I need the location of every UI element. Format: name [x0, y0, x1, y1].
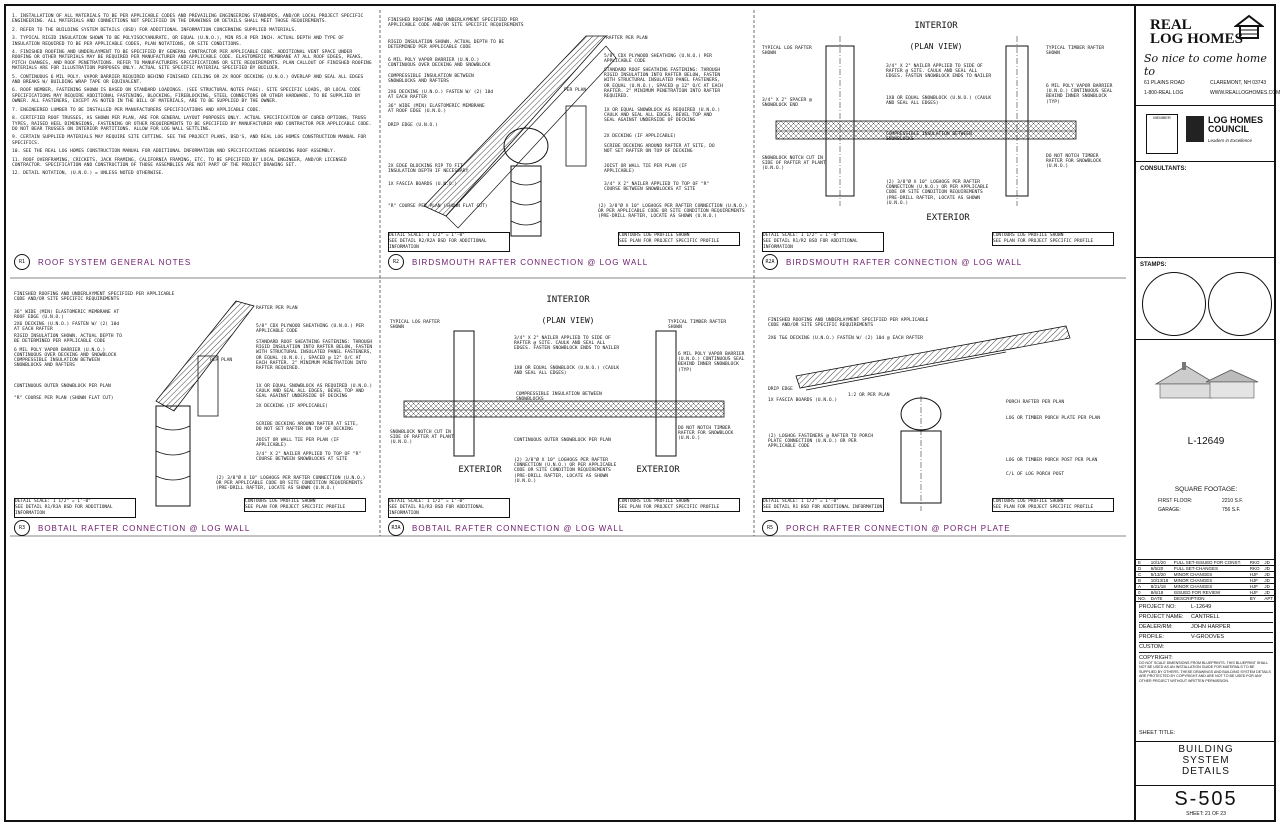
contours-note-line: CONTOURS LOG PROFILE SHOWN [245, 499, 316, 504]
r3-callout: CONTINUOUS OUTER SNOWBLOCK PER PLAN [14, 384, 111, 389]
r2a-callout: 3/4" X 2" NAILER APPLIED TO SIDE OF RAFTER @ SITE. CAULK AND SEAL ALL EDGES. FASTEN SNOWBLOCK ENDS TO NAILER [886, 64, 992, 80]
revision-row [1136, 566, 1276, 572]
detail-title: BOBTAIL RAFTER CONNECTION @ LOG WALL [412, 523, 625, 533]
contours-note-line: SEE PLAN FOR PROJECT SPECIFIC PROFILE [619, 505, 720, 510]
contours-note-line: SEE PLAN FOR PROJECT SPECIFIC PROFILE [993, 239, 1094, 244]
project-info-label: DEALER/RM: [1139, 624, 1173, 630]
rev-cell-by: HJF [1248, 578, 1263, 584]
scale-note-line: SEE DETAIL R1/R2 BSD FOR ADDITIONAL INFORMATION [763, 239, 858, 250]
plan-box [1136, 340, 1276, 560]
r5-callout: 1X FASCIA BOARDS (U.N.O.) [768, 398, 838, 403]
rev-cell-apt: JD [1262, 584, 1276, 590]
scale-note-line: DETAIL SCALE: 1 1/2" = 1'-0" [389, 233, 465, 238]
r3a-callout: TYPICAL LOG RAFTER SHOWN [390, 320, 440, 331]
r3a-callout: (2) 3/8"Ø X 10" LOGHOGS PER RAFTER CONNECTION (U.N.O.) OR PER APPLICABLE CODE OR SITE CONDITION REQUIREMENTS (PRE-DRILL RAFTER, LOCATE AS SHOWN (U.N.O.) [514, 458, 617, 484]
r3a-callout: CONTINUOUS OUTER SNOWBLOCK PER PLAN [514, 438, 611, 443]
stamps-box [1136, 258, 1276, 340]
general-note-item: 8. CERTIFIED ROOF TRUSSES, AS SHOWN PER PLAN, ARE FOR GENERAL LAYOUT PURPOSES ONLY. ACTUAL SPECIFICATION OF CURED OPTIONS, TRUSS TYPES, RAISED HEEL DIMENSIONS, FASTENING OR OTHER REQUIREMENTS TO BE SPECIFIED BY MANUFACTURER AND CONTRACTOR PER APPLICABLE CODE. DO NOT BEAR TRUSSES ON INTERIOR PARTITIONS. ALLOW FOR LOG WALL SETTLING. [12, 116, 372, 132]
rev-cell-desc: MINOR CHANGES [1172, 572, 1248, 578]
detail-title-row [762, 254, 1022, 270]
rev-cell-apt: APT [1262, 596, 1276, 602]
garage-label: GARAGE: [1158, 507, 1181, 513]
detail-title: BOBTAIL RAFTER CONNECTION @ LOG WALL [38, 523, 251, 533]
revision-row [1136, 578, 1276, 584]
rev-cell-by: HJF [1248, 584, 1263, 590]
rev-cell-desc: MINOR CHANGES [1172, 584, 1248, 590]
general-note-item: 10. SEE THE REAL LOG HOMES CONSTRUCTION MANUAL FOR ADDITIONAL INFORMATION AND SPECIFICATIONS REGARDING ROOF ASSEMBLY. [12, 149, 336, 155]
rev-cell-desc: FULL SET-CHANGES [1172, 566, 1248, 572]
drawing-area [6, 6, 1131, 820]
revision-row [1136, 572, 1276, 578]
r3a-callout: EXTERIOR [458, 465, 502, 475]
scale-note-r5 [762, 498, 884, 512]
general-note-item: 5. CONTINUOUS 6 MIL POLY. VAPOR BARRIER REQUIRED BEHIND FINISHED CEILING OR 2X ROOF DECKING (U.N.O.) OVERLAP AND SEAL ALL EDGES AND BREAKS W/ BUILDING WRAP TAPE OR EQUIVALENT. [12, 74, 364, 86]
r3-callout: RAFTER PER PLAN [256, 306, 298, 311]
r3a-callout: TYPICAL TIMBER RAFTER SHOWN [668, 320, 727, 331]
project-info-label: CUSTOM: [1139, 644, 1165, 650]
scale-note-r3a [388, 498, 510, 518]
rev-cell-apt: JD [1262, 566, 1276, 572]
project-info-label: PROJECT NO: [1139, 604, 1176, 610]
r5-callout: DRIP EDGE [768, 387, 793, 392]
brand-line2: LOG HOMES [1150, 31, 1243, 47]
council-box [1136, 106, 1276, 162]
detail-bubble: R1 [14, 254, 30, 270]
general-note-item: 11. ROOF OVERFRAMING, CRICKETS, JACK FRAMING, CALIFORNIA FRAMING, ETC. TO BE SPECIFIED BY LOCAL ENGINEER, AND/OR LICENSED CONTRACTOR. SPECIFICATION AND CONSTRUCTION OF THOSE ASSEMBLIES ARE NOT PART OF THE PROJECT DRAWING SET. [12, 157, 347, 168]
website: WWW.REALLOGHOMES.COM [1210, 90, 1280, 96]
r3-callout: STANDARD ROOF SHEATHING FASTENING: THROUGH RIGID INSULATION INTO RAFTER BELOW, FASTEN WITH STRUCTURAL INSULATED PANEL FASTENERS, OR EQUAL (U.N.O.), SPACED @ 12" O/C AT EACH RAFTER. 2" MINIMUM PENETRATION INTO RAFTER REQUIRED. [256, 340, 373, 372]
r2-callout: 6 MIL POLY VAPOR BARRIER (U.N.O.) CONTINUOUS OVER DECKING AND SNOWBLOCK [388, 58, 491, 69]
project-info-row [1139, 613, 1273, 623]
phone: 1-800-REAL LOG [1144, 90, 1184, 96]
detail-title-row [14, 520, 250, 536]
r2-callout: COMPRESSIBLE INSULATION BETWEEN SNOWBLOCKS AND RAFTERS [388, 74, 474, 85]
rev-cell-date: 8/21/18 [1149, 584, 1172, 590]
sheet-title [1136, 742, 1276, 786]
scale-note-r3 [14, 498, 136, 518]
rev-cell-apt: JD [1262, 578, 1276, 584]
scale-note-line: SEE DETAIL R1 BSD FOR ADDITIONAL INFORMATION [763, 505, 883, 510]
scale-note-line: SEE DETAIL R2/R2A BSD FOR ADDITIONAL INFORMATION [389, 239, 487, 250]
r5-callout: LOG OR TIMBER PORCH POST PER PLAN [1006, 458, 1098, 463]
sheet-title-line: SYSTEM [1182, 755, 1230, 766]
rev-cell-date: 8/6/18 [1149, 590, 1172, 596]
revisions-box [1136, 560, 1276, 728]
r3a-callout: 3/4" X 2" NAILER APPLIED TO SIDE OF RAFTER @ SITE. CAULK AND SEAL ALL EDGES. FASTEN SNOWBLOCK ENDS TO NAILER [514, 336, 620, 352]
r3-callout: PER PLAN [210, 358, 233, 363]
r2a-callout: TYPICAL TIMBER RAFTER SHOWN [1046, 46, 1105, 57]
council-logo-icon [1186, 116, 1204, 142]
project-info-label: PROFILE: [1139, 634, 1165, 640]
first-floor-value: 2210 S.F. [1222, 498, 1244, 504]
r5-callout: 2X6 T&G DECKING (U.N.O.) FASTEN W/ (2) 10d @ EACH RAFTER [768, 336, 923, 341]
project-info-value: JOHN HARPER [1191, 624, 1231, 630]
project-info-row [1139, 623, 1273, 633]
tagline: So nice to come home to [1144, 52, 1267, 78]
r2-callout: "R" COURSE PER PLAN (SHOWN FLAT CUT) [388, 204, 488, 209]
copyright-text: DO NOT SCALE DIMENSIONS FROM BLUEPRINTS. THIS BLUEPRINT SHALL NOT BE USED AS AN INSTALLATION GUIDE FOR MATERIALS TO BE SUPPLIED BY OTHERS. THESE DRAWINGS AND BUILDING SYSTEM DETAILS ARE PROTECTED BY COPYRIGHT AND ARE NOT TO BE USED FOR ANY OTHER PROJECT WITHOUT WRITTEN PERMISSION. [1139, 661, 1271, 683]
r3-callout: RIGID INSULATION SHOWN. ACTUAL DEPTH TO BE DETERMINED PER APPLICABLE CODE [14, 334, 122, 345]
r2-callout: (2) 3/8"Ø X 10" LOGHOGS PER RAFTER CONNECTION (U.N.O.) OR PER APPLICABLE CODE OR SITE CONDITION REQUIREMENTS (PRE-DRILL RAFTER, LOCATE AS SHOWN (U.N.O.) [598, 204, 748, 220]
project-info-value: CANTRELL [1191, 614, 1220, 620]
r2-callout: 5/8" CDX PLYWOOD SHEATHING (U.N.O.) PER APPLICABLE CODE [604, 54, 712, 65]
council-name [1208, 116, 1263, 134]
detail-title: PORCH RAFTER CONNECTION @ PORCH PLATE [786, 523, 1011, 533]
member-label: MEMBER [1153, 115, 1171, 120]
contours-note-line: SEE PLAN FOR PROJECT SPECIFIC PROFILE [993, 505, 1094, 510]
r2a-callout: INTERIOR [914, 21, 958, 31]
r5-callout: C/L OF LOG PORCH POST [1006, 472, 1065, 477]
general-note-item: 2. REFER TO THE BUILDING SYSTEM DETAILS (BSD) FOR ADDITIONAL INFORMATION CONCERNING SUPPLIED MATERIALS. [12, 27, 297, 33]
r2-callout: 2X6 DECKING (U.N.O.) FASTEN W/ (2) 10d AT EACH RAFTER [388, 90, 494, 101]
revision-row [1136, 584, 1276, 590]
rev-cell-by: HJF [1248, 572, 1263, 578]
detail-title-row [388, 254, 648, 270]
revision-row [1136, 590, 1276, 596]
r3a-callout: 6 MIL POLY VAPOR BARRIER (U.N.O.) CONTINUOUS SEAL BEHIND INNER SNOWBLOCK (TYP) [678, 352, 745, 373]
detail-bubble: R5 [762, 520, 778, 536]
r3-callout: 6 MIL POLY VAPOR BARRIER (U.N.O.) CONTINUOUS OVER DECKING AND SNOWBLOCK [14, 348, 117, 359]
detail-bubble: R2 [388, 254, 404, 270]
r2-callout: RAFTER PER PLAN [606, 36, 648, 41]
detail-bubble: R3A [388, 520, 404, 536]
stamp-circle [1142, 272, 1206, 336]
r2a-callout: TYPICAL LOG RAFTER SHOWN [762, 46, 812, 57]
rev-cell-date: 5/13/20 [1149, 572, 1172, 578]
r5-callout: (2) LOGHOG FASTENERS @ RAFTER TO PORCH PLATE CONNECTION (U.N.O.) OR PER APPLICABLE CODE [768, 434, 874, 450]
rev-cell-no: 0 [1136, 590, 1149, 596]
r3-callout: (2) 3/8"Ø X 10" LOGHOGS PER RAFTER CONNECTION (U.N.O.) OR PER APPLICABLE CODE OR SITE CONDITION REQUIREMENTS (PRE-DRILL RAFTER, LOCATE AS SHOWN (U.N.O.) [216, 476, 366, 492]
r3-callout: JOIST OR WALL TIE PER PLAN (IF APPLICABLE) [256, 438, 339, 449]
r3-callout: 3/4" X 2" NAILER APPLIED TO TOP OF "R" COURSE BETWEEN SNOWBLOCKS AT SITE [256, 452, 362, 463]
sqft-label: SQUARE FOOTAGE: [1174, 486, 1238, 493]
r2a-callout: EXTERIOR [926, 213, 970, 223]
sheet-title-label-box [1136, 728, 1276, 742]
sheet-number: S-505 [1174, 788, 1238, 810]
general-note-item: 7. ENGINEERED LUMBER TO BE INSTALLED PER MANUFACTURERS SPECIFICATIONS AND APPLICABLE CODE. [12, 107, 261, 113]
revision-table [1136, 560, 1276, 602]
rev-cell-date: 10/1/20 [1149, 560, 1172, 566]
r3-callout: 36" WIDE (MIN) ELASTOMERIC MEMBRANE AT ROOF EDGE (U.N.O.) [14, 310, 120, 321]
contours-note-line: CONTOURS LOG PROFILE SHOWN [993, 233, 1064, 238]
brand-box [1136, 6, 1280, 106]
rev-cell-no: E [1136, 560, 1149, 566]
r2a-callout: (2) 3/8"Ø X 10" LOGHOGS PER RAFTER CONNECTION (U.N.O.) OR PER APPLICABLE CODE OR SITE CONDITION REQUIREMENTS (PRE-DRILL RAFTER, LOCATE AS SHOWN (U.N.O.) [886, 180, 989, 206]
rev-cell-by: BY [1248, 596, 1263, 602]
general-note-item: 12. DETAIL NOTATION, (U.N.O.) = UNLESS NOTED OTHERWISE. [12, 171, 165, 177]
r2-callout: JOIST OR WALL TIE PER PLAN (IF APPLICABLE) [604, 164, 687, 175]
r3a-callout: INTERIOR [546, 295, 590, 305]
r2-callout: DRIP EDGE (U.N.O.) [388, 123, 438, 128]
stamps-label: STAMPS: [1140, 262, 1167, 268]
council-line2: COUNCIL [1208, 124, 1249, 134]
drawing-sheet [4, 4, 1280, 822]
project-info-row [1139, 633, 1273, 643]
detail-bubble: R3 [14, 520, 30, 536]
r2-callout: 1X FASCIA BOARDS (U.N.O.) [388, 182, 458, 187]
contours-note-line: SEE PLAN FOR PROJECT SPECIFIC PROFILE [245, 505, 346, 510]
rev-cell-desc: ISSUED FOR REVIEW [1172, 590, 1248, 596]
r3-callout: COMPRESSIBLE INSULATION BETWEEN SNOWBLOCKS AND RAFTERS [14, 358, 100, 369]
rev-cell-by: RKO [1248, 566, 1263, 572]
general-note-item: 9. CERTAIN SUPPLIED MATERIALS MAY REQUIRE SITE CUTTING. SEE THE PROJECT PLANS, BSD'S, AND REAL LOG HOMES CONSTRUCTION MANUAL FOR SPECIFICS. [12, 135, 367, 146]
rev-cell-date: DATE [1149, 596, 1172, 602]
r3-callout: SCRIBE DECKING AROUND RAFTER AT SITE, DO NOT SET RAFTER ON TOP OF DECKING [256, 422, 359, 433]
rev-cell-by: RKO [1248, 560, 1263, 566]
contours-note-r3 [244, 498, 366, 512]
council-tag: Leaders in Excellence [1208, 138, 1253, 143]
rev-cell-date: 10/13/18 [1149, 578, 1172, 584]
r2-callout: RIGID INSULATION SHOWN. ACTUAL DEPTH TO BE DETERMINED PER APPLICABLE CODE [388, 40, 505, 51]
detail-title-row [388, 520, 624, 536]
r3-callout: 5/8" CDX PLYWOOD SHEATHING (U.N.O.) PER APPLICABLE CODE [256, 324, 364, 335]
scale-note-r2 [388, 232, 510, 252]
member-badge [1146, 114, 1178, 154]
plan-number: L-12649 [1187, 436, 1225, 447]
detail-title: BIRDSMOUTH RAFTER CONNECTION @ LOG WALL [412, 257, 649, 267]
title-block [1134, 6, 1280, 820]
scale-note-line: DETAIL SCALE: 1 1/2" = 1'-0" [389, 499, 465, 504]
detail-title-row [14, 254, 191, 270]
r2a-callout: 6 MIL POLY VAPOR BARRIER (U.N.O.) CONTINUOUS SEAL BEHIND INNER SNOWBLOCK (TYP) [1046, 84, 1113, 105]
r3-callout: 1X OR EQUAL SNOWBLOCK AS REQUIRED (U.N.O.) CAULK AND SEAL ALL EDGES, BEVEL TOP AND SEAL AGAINST UNDERSIDE OF DECKING [256, 384, 373, 400]
council-line1: LOG HOMES [1208, 115, 1264, 125]
r2-callout: 2X EDGE BLOCKING RIP TO FIT INSULATION DEPTH IF NECESSARY [388, 164, 469, 175]
rev-cell-no: D [1136, 566, 1149, 572]
general-note-item: 3. TYPICAL RIGID INSULATION SHOWN TO BE POLYISOCYANURATE, OR EQUAL (U.N.O.), MIN R5.8 PER INCH. ACTUAL DEPTH AND TYPE OF INSULATION REQUIRED TO BE PER APPLICABLE CODES, PLAN NOTATIONS, OR SITE CONDITIONS. [12, 36, 344, 47]
r2-callout: 36" WIDE (MIN) ELASTOMERIC MEMBRANE AT ROOF EDGE (U.N.O.) [388, 104, 485, 115]
garage-value: 756 S.F. [1222, 507, 1241, 513]
r2a-callout: 1X8 OR EQUAL SNOWBLOCK (U.N.O.) (CAULK AND SEAL ALL EDGES) [886, 96, 992, 107]
rev-cell-apt: JD [1262, 560, 1276, 566]
r2a-callout: (PLAN VIEW) [909, 42, 963, 51]
r5-callout: PORCH RAFTER PER PLAN [1006, 400, 1065, 405]
scale-note-r2a [762, 232, 884, 252]
r5-callout: FINISHED ROOFING AND UNDERLAYMENT SPECIFIED PER APPLICABLE CODE AND/OR SITE SPECIFIC REQUIREMENTS [768, 318, 929, 329]
r3a-callout: SNOWBLOCK NOTCH CUT IN SIDE OF RAFTER AT PLANT (U.N.O.) [390, 430, 454, 446]
r2a-callout: DO NOT NOTCH TIMBER RAFTER FOR SNOWBLOCK (U.N.O.) [1046, 154, 1102, 170]
rev-cell-apt: JD [1262, 590, 1276, 596]
r2-callout: 3/4" X 2" NAILER APPLIED TO TOP OF "R" COURSE BETWEEN SNOWBLOCKS AT SITE [604, 182, 710, 193]
general-note-item: 4. FINISHED ROOFING AND UNDERLAYMENT TO BE SPECIFIED BY GENERAL CONTRACTOR PER APPLICABLE CODE. ADDITIONAL VENT SPACE UNDER ROOFING OR OTHER MATERIALS MAY BE REQUIRED PER MANUFACTURER AND APPLICABLE CODE. ELASTOMERIC MEMBRANE AT ALL ROOF EDGES, PEAKS, PITCH CHANGES, AND ROOF PENETRATIONS. REFER TO MANUFACTURERS SPECIFICATIONS OR SITE REQUIREMENTS. PLAN CALLOUT OF FINISHED ROOFING MATERIALS ARE FOR ILLUSTRATION PURPOSES ONLY. ACTUAL SITE SPECIFIC MATERIAL SPECIFIED BY BUILDER. [12, 50, 372, 72]
rev-cell-no: A [1136, 584, 1149, 590]
general-note-item: 6. ROOF NEMBER, FASTENING SHOWN IS BASED ON STANDARD LOADINGS. (SEE STRUCTURAL NOTES PAGE). SITE SPECIFIC LOADS, OR LOCAL CODE SPECIFICATIONS MAY REQUIRE ADDITIONAL FASTENING, BLOCKING, FIREBLOCKING, STEEL CONNECTORS OR OTHER HARDWARE. TO BE SUPPLIED BY OWNER. ALL FASTENERS, EXCEPT AS NOTED IN THE BILL OF MATERIALS, ARE TO BE SUPPLIED BY THE OWNER. [12, 88, 361, 105]
r2-callout: FINISHED ROOFING AND UNDERLAYMENT SPECIFIED PER APPLICABLE CODE AND/OR SITE SPECIFIC REQUIREMENTS [388, 18, 524, 29]
contours-note-r5 [992, 498, 1114, 512]
stamp-circle [1208, 272, 1272, 336]
rev-cell-no: B [1136, 578, 1149, 584]
r3-callout: "R" COURSE PER PLAN (SHOWN FLAT CUT) [14, 396, 114, 401]
project-info-label: PROJECT NAME: [1139, 614, 1184, 620]
rev-cell-no: C [1136, 572, 1149, 578]
r3a-callout: (PLAN VIEW) [541, 316, 595, 325]
scale-note-line: DETAIL SCALE: 1 1/2" = 1'-0" [763, 233, 839, 238]
r5-callout: 1:2 OR PER PLAN [848, 393, 890, 398]
detail-title: ROOF SYSTEM GENERAL NOTES [38, 257, 192, 267]
r3-callout: FINISHED ROOFING AND UNDERLAYMENT SPECIFIED PER APPLICABLE CODE AND/OR SITE SPECIFIC REQUIREMENTS [14, 292, 175, 303]
project-info-row [1139, 603, 1273, 613]
log-cabin-icon [1234, 14, 1264, 40]
detail-title: BIRDSMOUTH RAFTER CONNECTION @ LOG WALL [786, 257, 1023, 267]
contours-note-r2 [618, 232, 740, 246]
contours-note-line: CONTOURS LOG PROFILE SHOWN [619, 233, 690, 238]
consultants-box [1136, 162, 1276, 258]
r2-callout: SCRIBE DECKING AROUND RAFTER AT SITE, DO NOT SET RAFTER ON TOP OF DECKING [604, 144, 715, 155]
consultants-label: CONSULTANTS: [1140, 166, 1187, 172]
rev-cell-by: HJF [1248, 590, 1263, 596]
sheet-title-line: DETAILS [1182, 766, 1230, 777]
general-note-item: 1. INSTALLATION OF ALL MATERIALS TO BE PER APPLICABLE CODES AND PREVAILING ENGINEERING STANDARDS, AND/OR LOCAL PROJECT SPECIFIC ENGINEERING. ALL MATERIALS AND CONNECTIONS NOT SPECIFIED IN THE DRAWINGS OR DETAILS SHALL MEET THOSE REQUIREMENTS. [12, 14, 364, 25]
r2-callout: PER PLAN [564, 88, 587, 93]
detail-title-row [762, 520, 1011, 536]
contours-note-line: CONTOURS LOG PROFILE SHOWN [993, 499, 1064, 504]
detail-bubble: R2A [762, 254, 778, 270]
project-info-value: V-GROOVES [1191, 634, 1225, 640]
rev-cell-desc: MINOR CHANGES [1172, 578, 1248, 584]
contours-note-r2a [992, 232, 1114, 246]
sheet-title-label: SHEET TITLE: [1139, 730, 1176, 736]
rev-cell-date: 6/5/20 [1149, 566, 1172, 572]
rev-cell-no: NO. [1136, 596, 1149, 602]
scale-note-line: DETAIL SCALE: 1 1/2" = 1'-0" [763, 499, 839, 504]
r2a-callout: COMPRESSIBLE INSULATION BETWEEN SNOWBLOCKS [886, 132, 972, 143]
r2-callout: STANDARD ROOF SHEATHING FASTENING: THROUGH RIGID INSULATION INTO RAFTER BELOW, FASTEN WITH STRUCTURAL INSULATED PANEL FASTENERS, OR EQUAL (U.N.O.), SPACED @ 12" O/C AT EACH RAFTER. 2" MINIMUM PENETRATION INTO RAFTER REQUIRED. [604, 68, 723, 100]
r2-callout: 1X OR EQUAL SNOWBLOCK AS REQUIRED (U.N.O.) CAULK AND SEAL ALL EDGES, BEVEL TOP AND SEAL AGAINST UNDERSIDE OF DECKING [604, 108, 721, 124]
contours-note-r3a [618, 498, 740, 512]
sheet-count: SHEET: 21 OF 23 [1186, 811, 1226, 817]
revision-row [1136, 560, 1276, 566]
general-notes [12, 14, 372, 180]
r3-callout: 2X6 DECKING (U.N.O.) FASTEN W/ (2) 10d AT EACH RAFTER [14, 322, 120, 333]
r3-callout: 2X DECKING (IF APPLICABLE) [256, 404, 328, 409]
address-right: CLAREMONT, NH 03743 [1210, 80, 1267, 86]
rev-cell-desc: FULL SET-ISSUED FOR CONST. [1172, 560, 1248, 566]
project-info-row [1139, 643, 1273, 653]
copyright-label: COPYRIGHT: [1139, 655, 1173, 661]
house-rendering-icon [1146, 354, 1266, 404]
project-info-value: L-12649 [1191, 604, 1212, 610]
r2-callout: 2X DECKING (IF APPLICABLE) [604, 134, 676, 139]
r3a-callout: DO NOT NOTCH TIMBER RAFTER FOR SNOWBLOCK (U.N.O.) [678, 426, 734, 442]
r2a-callout: 3/4" X 2" SPACER @ SNOWBLOCK END [762, 98, 812, 109]
scale-note-line: SEE DETAIL R1/R3A BSD FOR ADDITIONAL INFORMATION [15, 505, 113, 516]
project-info [1136, 602, 1276, 684]
scale-note-line: DETAIL SCALE: 1 1/2" = 1'-0" [15, 499, 91, 504]
r5-callout: LOG OR TIMBER PORCH PLATE PER PLAN [1006, 416, 1101, 421]
contours-note-line: CONTOURS LOG PROFILE SHOWN [619, 499, 690, 504]
contours-note-line: SEE PLAN FOR PROJECT SPECIFIC PROFILE [619, 239, 720, 244]
address-left: 61 PLAINS ROAD [1144, 80, 1185, 86]
r3a-callout: 1X8 OR EQUAL SNOWBLOCK (U.N.O.) (CAULK AND SEAL ALL EDGES) [514, 366, 620, 377]
scale-note-line: SEE DETAIL R1/R3 BSD FOR ADDITIONAL INFORMATION [389, 505, 484, 516]
rev-cell-apt: JD [1262, 572, 1276, 578]
rev-cell-desc: DESCRIPTION [1172, 596, 1248, 602]
r2a-callout: SNOWBLOCK NOTCH CUT IN SIDE OF RAFTER AT PLANT (U.N.O.) [762, 156, 826, 172]
revision-header-row [1136, 596, 1276, 602]
r3a-callout: COMPRESSIBLE INSULATION BETWEEN SNOWBLOCKS [516, 392, 602, 403]
sheet-title-line: BUILDING [1178, 744, 1234, 755]
brand-line1: REAL [1150, 17, 1192, 33]
r3a-callout: EXTERIOR [636, 465, 680, 475]
first-floor-label: FIRST FLOOR: [1158, 498, 1193, 504]
